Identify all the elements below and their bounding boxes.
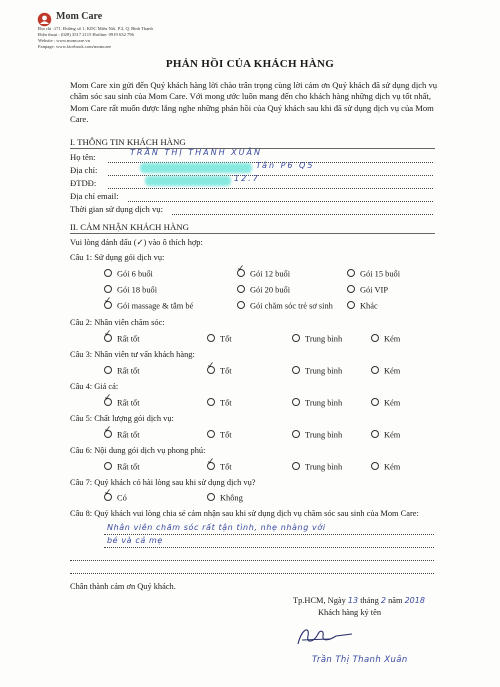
- rating-question-label: Câu 5: Chất lượng gói dịch vụ:: [70, 414, 174, 423]
- q1-option[interactable]: [237, 285, 290, 295]
- field-label-service-time: Thời gian sử dụng dịch vụ:: [70, 204, 163, 214]
- q1-option-checkbox[interactable]: [347, 269, 355, 277]
- rating-option-label: Kém: [384, 398, 401, 408]
- rating-option-label: Rất tốt: [117, 430, 140, 440]
- header-phone: Điện thoại : (028) 3517 2115 Hotline: 0919 632 796: [38, 32, 134, 37]
- rating-option[interactable]: [104, 398, 140, 408]
- q1-option-label: Gói VIP: [360, 285, 388, 295]
- q1-option-checkbox[interactable]: [347, 285, 355, 293]
- q7-no-checkbox[interactable]: [207, 493, 215, 501]
- rating-question-label: Câu 3: Nhân viên tư vấn khách hàng:: [70, 350, 195, 359]
- date-year-word: năm: [388, 596, 403, 605]
- rating-option[interactable]: [371, 462, 400, 472]
- rating-question-label: Câu 2: Nhân viên chăm sóc:: [70, 318, 165, 327]
- section-1-heading: I. THÔNG TIN KHÁCH HÀNG: [70, 137, 186, 147]
- field-label-email: Địa chỉ email:: [70, 191, 119, 201]
- instruction-text: Vui lòng đánh dấu (✓) vào ô thích hợp:: [70, 238, 203, 247]
- q1-option[interactable]: [347, 301, 378, 311]
- q8-label: Câu 8: Quý khách vui lòng chia sẻ cảm nhận sau khi sử dụng dịch vụ chăm sóc sau sinh của Mom Care:: [70, 509, 419, 518]
- rating-option[interactable]: [207, 462, 232, 472]
- signature-name: Trần Thị Thanh Xuân: [312, 655, 408, 665]
- q1-option[interactable]: [104, 285, 157, 295]
- rating-option[interactable]: [207, 334, 232, 344]
- rating-option[interactable]: [104, 430, 140, 440]
- q1-option[interactable]: [104, 269, 153, 279]
- q8-answer-line-2: bé và cả mẹ: [107, 536, 163, 545]
- rating-option-label: Tốt: [220, 366, 232, 376]
- q1-option[interactable]: [237, 269, 290, 279]
- q1-option[interactable]: [347, 269, 400, 279]
- date-day: 13: [347, 596, 359, 605]
- rating-option[interactable]: [292, 366, 342, 376]
- q1-option-checkbox[interactable]: [347, 301, 355, 309]
- q1-option-label: Gói 12 buổi: [250, 269, 291, 279]
- rating-option[interactable]: [371, 366, 400, 376]
- q1-option-checkbox[interactable]: [237, 269, 245, 277]
- signature-caption: Khách hàng ký tên: [318, 608, 382, 617]
- q1-option-label: Gói massage & tắm bé: [117, 301, 194, 311]
- field-label-name: Họ tên:: [70, 152, 96, 162]
- rating-option-checkbox[interactable]: [207, 334, 215, 342]
- rating-option[interactable]: [292, 430, 342, 440]
- rating-option-checkbox[interactable]: [104, 366, 112, 374]
- rating-option[interactable]: [371, 398, 400, 408]
- rating-option-checkbox[interactable]: [104, 430, 112, 438]
- q7-option-no[interactable]: [207, 493, 243, 503]
- field-value-address: Tân P6 Q5: [256, 161, 315, 170]
- field-line-email: [128, 201, 433, 202]
- rating-option[interactable]: [104, 366, 140, 376]
- field-line-phone: [108, 188, 433, 189]
- rating-option-label: Kém: [384, 430, 401, 440]
- rating-option-label: Kém: [384, 366, 401, 376]
- field-value-phone: 12.7: [234, 174, 260, 183]
- q1-label: Câu 1: Sử dụng gói dịch vụ:: [70, 253, 165, 262]
- intro-paragraph: Mom Care xin gửi đến Quý khách hàng lời chào trân trọng cùng lời cảm ơn Quý khách đã sử dụng dịch vụ chăm sóc sau sinh của Mom Care. Với mong ước luôn mang đến cho khách hàng những dịch vụ tốt nhất, Mom Care rất muốn được lắng nghe những phản hồi của Quý khách sau khi đã sử dụng dịch vụ của Mom Care.: [70, 80, 438, 125]
- form-title: PHẢN HỒI CỦA KHÁCH HÀNG: [165, 58, 335, 70]
- q1-option-checkbox[interactable]: [104, 301, 112, 309]
- date-month: 2: [380, 596, 386, 605]
- q7-label: Câu 7: Quý khách có hài lòng sau khi sử dụng dịch vụ?: [70, 478, 256, 487]
- rating-option-label: Trung bình: [305, 462, 343, 472]
- rating-option-checkbox[interactable]: [207, 398, 215, 406]
- signature-scribble: [290, 622, 360, 652]
- rating-option-label: Trung bình: [305, 366, 343, 376]
- rating-option-label: Kém: [384, 334, 401, 344]
- rating-option-checkbox[interactable]: [371, 398, 379, 406]
- rating-option[interactable]: [292, 334, 342, 344]
- rating-option-label: Trung bình: [305, 430, 343, 440]
- rating-option[interactable]: [207, 398, 232, 408]
- q7-yes-label: Có: [117, 493, 127, 503]
- rating-option-label: Tốt: [220, 398, 232, 408]
- rating-option[interactable]: [292, 462, 342, 472]
- q7-no-label: Không: [220, 493, 243, 503]
- rating-option-label: Rất tốt: [117, 398, 140, 408]
- q7-option-yes[interactable]: [104, 493, 127, 503]
- q1-option-checkbox[interactable]: [237, 301, 245, 309]
- rating-option-label: Tốt: [220, 430, 232, 440]
- rating-question-label: Câu 4: Giá cả:: [70, 382, 119, 391]
- header-website: Website : www.momcare.vn: [38, 38, 90, 43]
- rating-option-label: Tốt: [220, 334, 232, 344]
- q8-line-3: [70, 560, 434, 561]
- brand-name: Mom Care: [56, 11, 103, 22]
- field-label-address: Địa chỉ:: [70, 165, 98, 175]
- rating-option-checkbox[interactable]: [371, 334, 379, 342]
- q1-option[interactable]: [104, 301, 193, 311]
- q8-line-2: [104, 547, 434, 548]
- q1-option-label: Gói 18 buổi: [117, 285, 158, 295]
- q1-option-label: Khác: [360, 301, 378, 311]
- rating-option-checkbox[interactable]: [207, 462, 215, 470]
- q1-option[interactable]: [237, 301, 333, 311]
- rating-option-checkbox[interactable]: [207, 430, 215, 438]
- rating-option[interactable]: [104, 334, 140, 344]
- date-month-word: tháng: [360, 596, 379, 605]
- redaction-highlight-phone: [145, 176, 231, 186]
- rating-option-checkbox[interactable]: [292, 398, 300, 406]
- rating-option[interactable]: [207, 366, 232, 376]
- closing-text: Chân thành cảm ơn Quý khách.: [70, 582, 176, 591]
- rating-option-label: Tốt: [220, 462, 232, 472]
- section-2-heading: II. CẢM NHẬN KHÁCH HÀNG: [70, 222, 189, 232]
- rating-option-checkbox[interactable]: [292, 366, 300, 374]
- header-fanpage: Fanpage: www.facebook.com/momcare: [38, 44, 112, 49]
- field-value-name: TRẦN THỊ THANH XUÂN: [130, 148, 262, 157]
- rating-option-checkbox[interactable]: [292, 430, 300, 438]
- q7-yes-checkbox[interactable]: [104, 493, 112, 501]
- rating-option-checkbox[interactable]: [371, 366, 379, 374]
- rating-option[interactable]: [292, 398, 342, 408]
- rating-option-checkbox[interactable]: [371, 430, 379, 438]
- header-address: Địa chỉ :171. Đường số 1, KDC Miếu Nổi, P.3, Q. Bình Thạnh: [38, 26, 153, 31]
- redaction-highlight-address: [140, 163, 252, 173]
- rating-option-label: Rất tốt: [117, 462, 140, 472]
- q1-option-label: Gói 20 buổi: [250, 285, 291, 295]
- rating-option[interactable]: [207, 430, 232, 440]
- rating-option-checkbox[interactable]: [104, 398, 112, 406]
- q1-option[interactable]: [347, 285, 388, 295]
- rating-option[interactable]: [371, 334, 400, 344]
- field-line-service-time: [172, 214, 433, 215]
- q1-option-label: Gói 6 buổi: [117, 269, 153, 279]
- mom-care-logo-icon: [37, 12, 52, 27]
- rating-option-label: Trung bình: [305, 334, 343, 344]
- rating-option[interactable]: [104, 462, 140, 472]
- rating-option-label: Kém: [384, 462, 401, 472]
- rating-question-label: Câu 6: Nội dung gói dịch vụ phong phú:: [70, 446, 206, 455]
- rating-option-checkbox[interactable]: [292, 462, 300, 470]
- field-label-phone: ĐTDĐ:: [70, 178, 97, 188]
- q1-option-checkbox[interactable]: [104, 285, 112, 293]
- rating-option-checkbox[interactable]: [104, 462, 112, 470]
- date-line: [293, 596, 425, 605]
- q8-line-4: [70, 573, 434, 574]
- q8-line-1: [104, 534, 434, 535]
- date-prefix: Tp.HCM, Ngày: [293, 596, 346, 605]
- date-year: 2018: [404, 596, 425, 605]
- q1-option-label: Gói 15 buổi: [360, 269, 401, 279]
- rating-option-label: Trung bình: [305, 398, 343, 408]
- q1-option-checkbox[interactable]: [237, 285, 245, 293]
- rating-option-label: Rất tốt: [117, 366, 140, 376]
- q1-option-checkbox[interactable]: [104, 269, 112, 277]
- rating-option-checkbox[interactable]: [104, 334, 112, 342]
- rating-option-checkbox[interactable]: [371, 462, 379, 470]
- rating-option-checkbox[interactable]: [207, 366, 215, 374]
- rating-option[interactable]: [371, 430, 400, 440]
- q1-option-label: Gói chăm sóc trẻ sơ sinh: [250, 301, 333, 311]
- q8-answer-line-1: Nhân viên chăm sóc rất tận tình, nhẹ nhàng với: [107, 523, 326, 532]
- rating-option-checkbox[interactable]: [292, 334, 300, 342]
- rating-option-label: Rất tốt: [117, 334, 140, 344]
- section-2-rule: [70, 233, 435, 234]
